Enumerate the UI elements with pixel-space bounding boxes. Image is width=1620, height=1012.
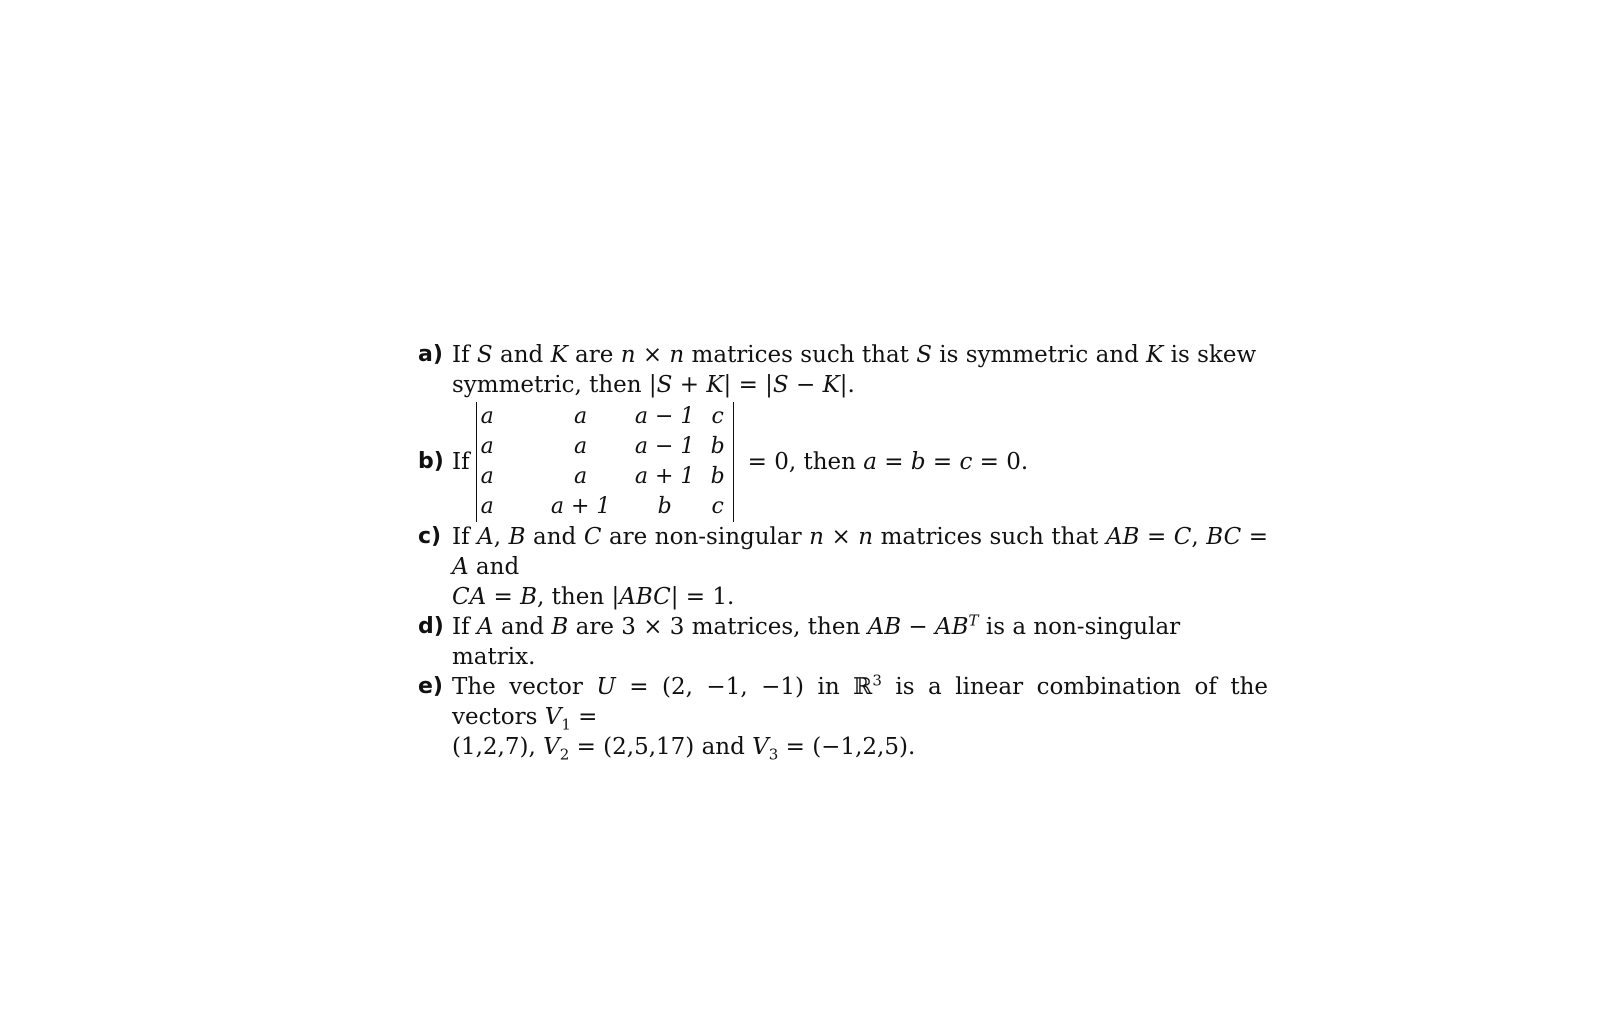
det-cell: a (480, 494, 494, 519)
d-text: − (901, 614, 935, 640)
a-math: S (476, 342, 493, 368)
v3-subscript: 3 (768, 745, 779, 764)
statement-d-marker: d) (418, 614, 444, 639)
c-math: BC (1206, 524, 1242, 550)
statement-b-conclusion (748, 447, 1029, 477)
det-cell: a (480, 434, 494, 459)
c-math: B (520, 584, 538, 610)
det-cell: a (480, 464, 494, 489)
d-math: A (476, 614, 494, 640)
e-text: is a linear combination of the vectors (452, 674, 1269, 730)
determinant-matrix (476, 402, 734, 522)
e-math: V (543, 734, 560, 760)
a-math: n × n (620, 342, 685, 368)
statement-c-line-2 (452, 582, 1268, 612)
statement-d-text (452, 612, 1268, 672)
v2-subscript: 2 (559, 745, 570, 764)
statement-e-marker: e) (418, 674, 443, 699)
e-math: V (544, 704, 562, 730)
a-math: K (1146, 342, 1164, 368)
det-cell: b (710, 434, 725, 459)
statement-c-text (452, 522, 1268, 612)
det-cell: a − 1 (634, 434, 695, 459)
a-math: K (550, 342, 568, 368)
det-cell: a − 1 (634, 404, 695, 429)
problem-list (418, 340, 1268, 762)
e-text: = (2,5,17) and (569, 734, 753, 760)
a-text: |. (839, 372, 855, 398)
statement-c-line-1 (452, 522, 1268, 582)
c-math: C (1173, 524, 1192, 550)
e-math: V (752, 734, 769, 760)
statement-e-line-2 (452, 732, 1268, 762)
det-cell: a (574, 464, 588, 489)
statement-e-text (452, 672, 1268, 762)
b-text: = 0. (972, 449, 1029, 475)
det-cell: a (574, 434, 588, 459)
det-cell: a (480, 404, 494, 429)
c-text: matrices such that (873, 524, 1106, 550)
statement-e-line-1 (452, 672, 1268, 732)
det-cell: b (710, 464, 725, 489)
r3-superscript: 3 (872, 671, 882, 690)
c-text: = (1139, 524, 1174, 550)
c-text: and (525, 524, 584, 550)
det-cell: a + 1 (550, 494, 611, 519)
d-text: and (493, 614, 552, 640)
e-text: = (2, −1, −1) in ℝ (615, 674, 873, 700)
a-text: is skew (1163, 342, 1257, 368)
c-math: ABC (619, 584, 671, 610)
a-math: S (916, 342, 932, 368)
a-text: If (452, 342, 477, 368)
a-math: S − K (772, 372, 840, 398)
statement-b-if: If (452, 449, 470, 475)
c-math: A (452, 554, 469, 580)
c-math: CA (452, 584, 487, 610)
c-text: | = 1. (670, 584, 735, 610)
c-text: , then | (537, 584, 620, 610)
c-text: = (486, 584, 521, 610)
e-text: = (570, 704, 598, 730)
d-text: If (452, 614, 477, 640)
c-text: are non-singular (601, 524, 810, 550)
e-text: (1,2,7), (452, 734, 544, 760)
statement-c (418, 522, 1268, 612)
transpose-superscript: T (968, 611, 979, 630)
c-text: , (1191, 524, 1207, 550)
d-text: is a non-singular matrix. (452, 614, 1181, 670)
e-math: U (596, 674, 616, 700)
statement-b-marker: b) (418, 449, 444, 474)
a-text: matrices such that (684, 342, 917, 368)
c-text: , (493, 524, 509, 550)
statement-a-text (452, 340, 1268, 400)
d-math: B (551, 614, 569, 640)
c-text: = (1241, 524, 1268, 550)
a-math: S + K (656, 372, 724, 398)
c-math: n × n (809, 524, 874, 550)
a-text: is symmetric and (931, 342, 1147, 368)
a-text: are (567, 342, 621, 368)
c-text: and (468, 554, 520, 580)
d-math: AB (935, 614, 969, 640)
det-cell: b (657, 494, 672, 519)
statement-c-marker: c) (418, 524, 442, 549)
b-math: a = b = c (863, 449, 973, 475)
statement-a-line-2 (452, 370, 1268, 400)
det-cell: a + 1 (634, 464, 695, 489)
statement-d (418, 612, 1268, 672)
b-text: = 0, then (747, 449, 864, 475)
statement-a-line-1 (452, 340, 1268, 370)
a-text: and (492, 342, 551, 368)
det-cell: c (711, 404, 724, 429)
statement-e (418, 672, 1268, 762)
d-text: are 3 × 3 matrices, then (568, 614, 868, 640)
c-math: AB (1105, 524, 1140, 550)
a-text: | = | (723, 372, 773, 398)
det-cell: c (711, 494, 724, 519)
a-text: symmetric, then | (452, 372, 657, 398)
e-text: The vector (452, 674, 597, 700)
det-cell: a (574, 404, 588, 429)
v1-subscript: 1 (561, 715, 571, 734)
statement-a (418, 340, 1268, 400)
c-math: A (477, 524, 494, 550)
statement-a-marker: a) (418, 342, 443, 367)
d-math: AB (867, 614, 902, 640)
statement-b (418, 402, 1268, 522)
c-math: B (508, 524, 526, 550)
c-text: If (452, 524, 478, 550)
e-text: = (−1,2,5). (778, 734, 916, 760)
c-math: C (583, 524, 602, 550)
